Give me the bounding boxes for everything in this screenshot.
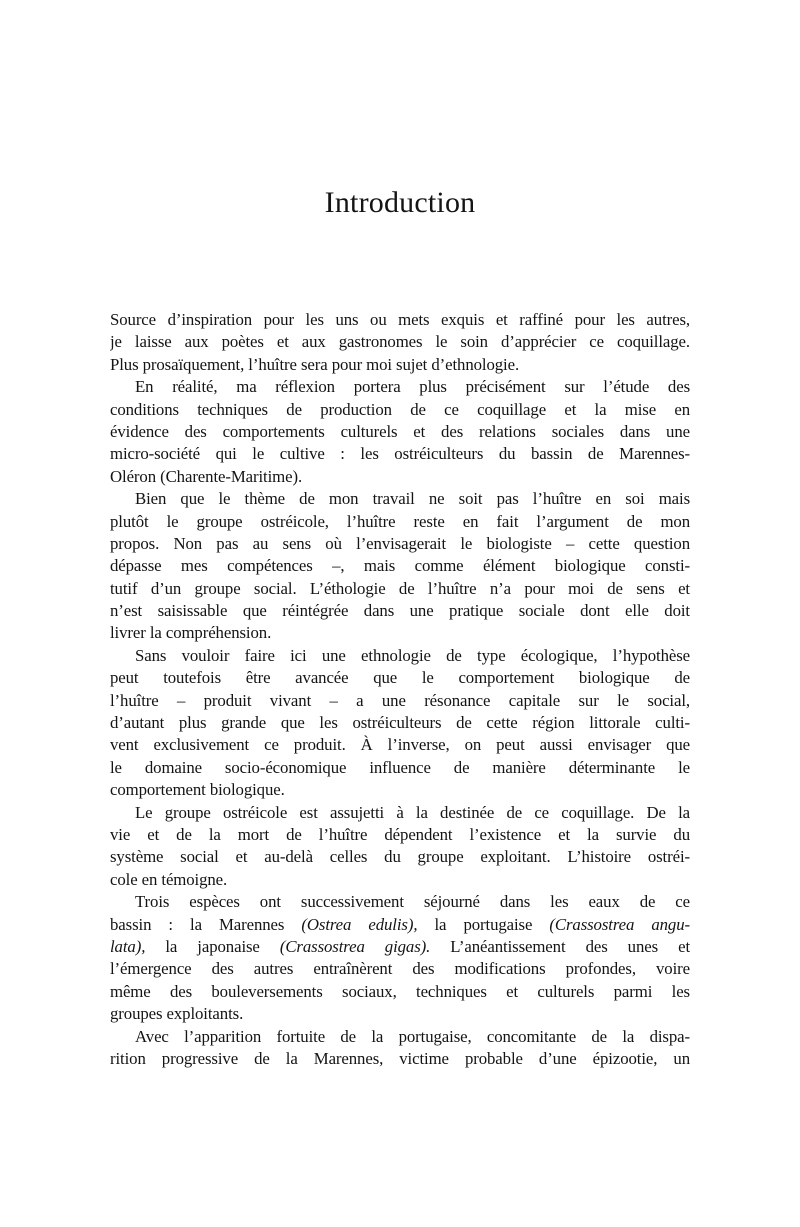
paragraph <box>110 645 690 802</box>
text-segment: Avec l’apparition fortuite de la portugaise, concomitante de la dispa- <box>135 1026 690 1046</box>
text-segment: Bien que le thème de mon travail ne soit pas l’huître en soi mais <box>135 489 690 509</box>
paragraph <box>110 488 690 645</box>
text-segment: le domaine socio-économique influence de manière déterminante le <box>110 757 690 777</box>
text-segment: la portugaise <box>417 914 550 934</box>
italic-text-segment: (Crassostrea gigas). <box>279 936 431 956</box>
text-segment: n’est saisissable que réintégrée dans une pratique sociale dont elle doit <box>110 601 690 621</box>
text-segment: micro-société qui le cultive : les ostréiculteurs du bassin de Marennes- <box>110 444 690 464</box>
italic-text-segment: (Crassostrea angu- <box>549 914 690 934</box>
text-line <box>110 488 690 510</box>
text-line <box>110 622 690 644</box>
text-segment: Le groupe ostréicole est assujetti à la destinée de ce coquillage. De la <box>135 802 690 822</box>
text-line <box>110 443 690 465</box>
text-line <box>110 914 690 936</box>
italic-text-segment: (Ostrea edulis), <box>301 914 418 934</box>
text-segment: Trois espèces ont successivement séjourné dans les eaux de ce <box>135 892 690 912</box>
text-line <box>110 331 690 353</box>
text-segment: plutôt le groupe ostréicole, l’huître reste en fait l’argument de mon <box>110 511 690 531</box>
text-line <box>110 555 690 577</box>
paragraph <box>110 802 690 892</box>
text-line <box>110 846 690 868</box>
text-segment: L’anéantissement des unes et <box>430 936 690 956</box>
text-line <box>110 1026 690 1048</box>
text-segment: conditions techniques de production de ce coquillage et la mise en <box>110 399 690 419</box>
text-line <box>110 936 690 958</box>
text-line <box>110 667 690 689</box>
text-segment: propos. Non pas au sens où l’envisagerait le biologiste – cette question <box>110 533 690 553</box>
text-segment: l’émergence des autres entraînèrent des modifications profondes, voire <box>110 959 690 979</box>
text-line <box>110 869 690 891</box>
text-line <box>110 958 690 980</box>
text-line <box>110 824 690 846</box>
text-segment: l’huître – produit vivant – a une résonance capitale sur le social, <box>110 690 690 710</box>
paragraph <box>110 1026 690 1071</box>
text-segment: En réalité, ma réflexion portera plus précisément sur l’étude des <box>135 377 690 397</box>
text-line <box>110 779 690 801</box>
text-line <box>110 600 690 622</box>
text-segment: évidence des comportements culturels et des relations sociales dans une <box>110 421 690 441</box>
text-line <box>110 1048 690 1070</box>
text-line <box>110 757 690 779</box>
text-segment: comportement biologique. <box>110 780 285 800</box>
text-segment: vent exclusivement ce produit. À l’inverse, on peut aussi envisager que <box>110 735 690 755</box>
paragraph <box>110 309 690 376</box>
text-segment: la japonaise <box>145 936 280 956</box>
text-segment: peut toutefois être avancée que le comportement biologique de <box>110 668 690 688</box>
text-line <box>110 354 690 376</box>
page-title: Introduction <box>324 186 476 219</box>
text-segment: groupes exploitants. <box>110 1004 244 1024</box>
text-segment: Sans vouloir faire ici une ethnologie de type écologique, l’hypothèse <box>135 645 690 665</box>
text-segment: Oléron (Charente-Maritime). <box>110 466 303 486</box>
text-line <box>110 578 690 600</box>
text-segment: livrer la compréhension. <box>110 623 272 643</box>
paragraph <box>110 376 690 488</box>
text-line <box>110 421 690 443</box>
text-segment: dépasse mes compétences –, mais comme élément biologique consti- <box>110 556 690 576</box>
text-line <box>110 533 690 555</box>
text-segment: rition progressive de la Marennes, victime probable d’une épizootie, un <box>110 1048 690 1068</box>
paragraph <box>110 891 690 1025</box>
text-segment: d’autant plus grande que les ostréiculteurs de cette région littorale culti- <box>110 713 690 733</box>
text-line <box>110 891 690 913</box>
text-line <box>110 981 690 1003</box>
text-segment: bassin : la Marennes <box>110 914 302 934</box>
text-line <box>110 734 690 756</box>
text-line <box>110 1003 690 1025</box>
italic-text-segment: lata), <box>110 936 146 956</box>
text-line <box>110 511 690 533</box>
text-line <box>110 376 690 398</box>
text-line <box>110 399 690 421</box>
text-segment: vie et de la mort de l’huître dépendent l’existence et la survie du <box>110 824 690 844</box>
page-body <box>110 309 690 1070</box>
text-line <box>110 712 690 734</box>
text-line <box>110 466 690 488</box>
text-segment: système social et au-delà celles du groupe exploitant. L’histoire ostréi- <box>110 847 690 867</box>
text-segment: tutif d’un groupe social. L’éthologie de l’huître n’a pour moi de sens et <box>110 578 690 598</box>
text-segment: je laisse aux poètes et aux gastronomes le soin d’apprécier ce coquillage. <box>110 332 690 352</box>
text-segment: Source d’inspiration pour les uns ou mets exquis et raffiné pour les autres, <box>110 310 690 329</box>
text-segment: cole en témoigne. <box>110 869 228 889</box>
text-line <box>110 802 690 824</box>
text-segment: Plus prosaïquement, l’huître sera pour moi sujet d’ethnologie. <box>110 354 520 374</box>
text-segment: même des bouleversements sociaux, techniques et culturels parmi les <box>110 981 690 1001</box>
text-line <box>110 645 690 667</box>
text-line <box>110 309 690 331</box>
text-line <box>110 690 690 712</box>
